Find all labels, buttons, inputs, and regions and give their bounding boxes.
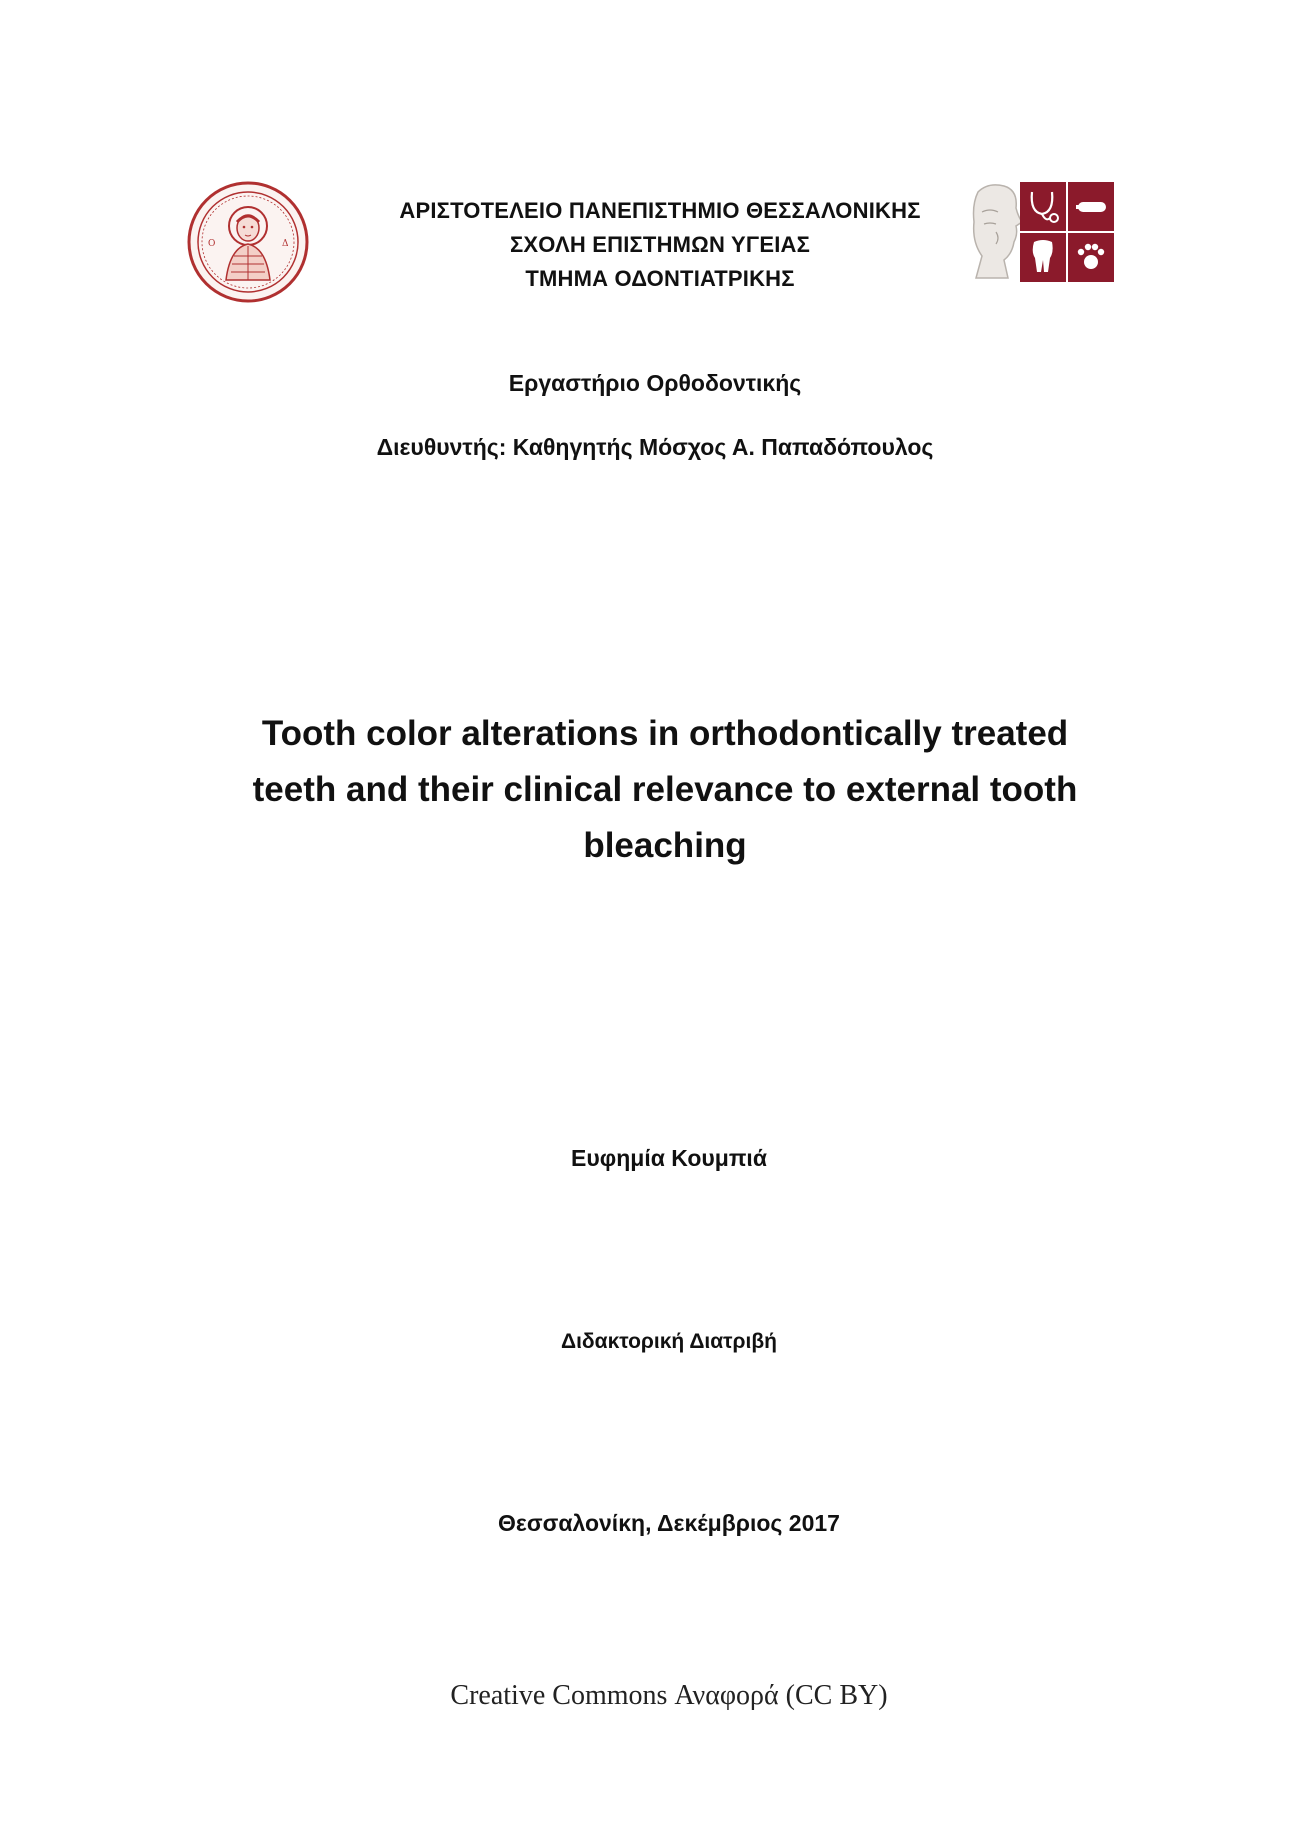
thesis-title-line-2: teeth and their clinical relevance to external tooth bbox=[252, 770, 1078, 809]
place-and-date: Θεσσαλονίκη, Δεκέμβριος 2017 bbox=[498, 1510, 840, 1536]
author-name: Ευφημία Κουμπιά bbox=[571, 1145, 767, 1171]
department-name: ΤΜΗΜΑ ΟΔΟΝΤΙΑΤΡΙΚΗΣ bbox=[525, 266, 795, 291]
license-notice: Creative Commons Αναφορά (CC BY) bbox=[450, 1680, 888, 1711]
director-line: Διευθυντής: Καθηγητής Μόσχος Α. Παπαδόπουλος bbox=[376, 434, 934, 460]
laboratory-name: Εργαστήριο Ορθοδοντικής bbox=[508, 370, 802, 396]
thesis-title-line-1: Tooth color alterations in orthodontically treated bbox=[261, 714, 1069, 753]
svg-text:Ο: Ο bbox=[208, 239, 216, 249]
svg-text:Δ: Δ bbox=[282, 239, 289, 249]
thesis-type: Διδακτορική Διατριβή bbox=[561, 1330, 777, 1353]
institution-header bbox=[340, 194, 980, 296]
faculty-logo bbox=[968, 182, 1114, 282]
thesis-title bbox=[200, 706, 1130, 874]
thesis-title-line-3: bleaching bbox=[583, 826, 747, 865]
university-seal-logo bbox=[186, 180, 310, 304]
university-name: ΑΡΙΣΤΟΤΕΛΕΙΟ ΠΑΝΕΠΙΣΤΗΜΙΟ ΘΕΣΣΑΛΟΝΙΚΗΣ bbox=[399, 198, 921, 223]
school-name: ΣΧΟΛΗ ΕΠΙΣΤΗΜΩΝ ΥΓΕΙΑΣ bbox=[509, 232, 810, 257]
